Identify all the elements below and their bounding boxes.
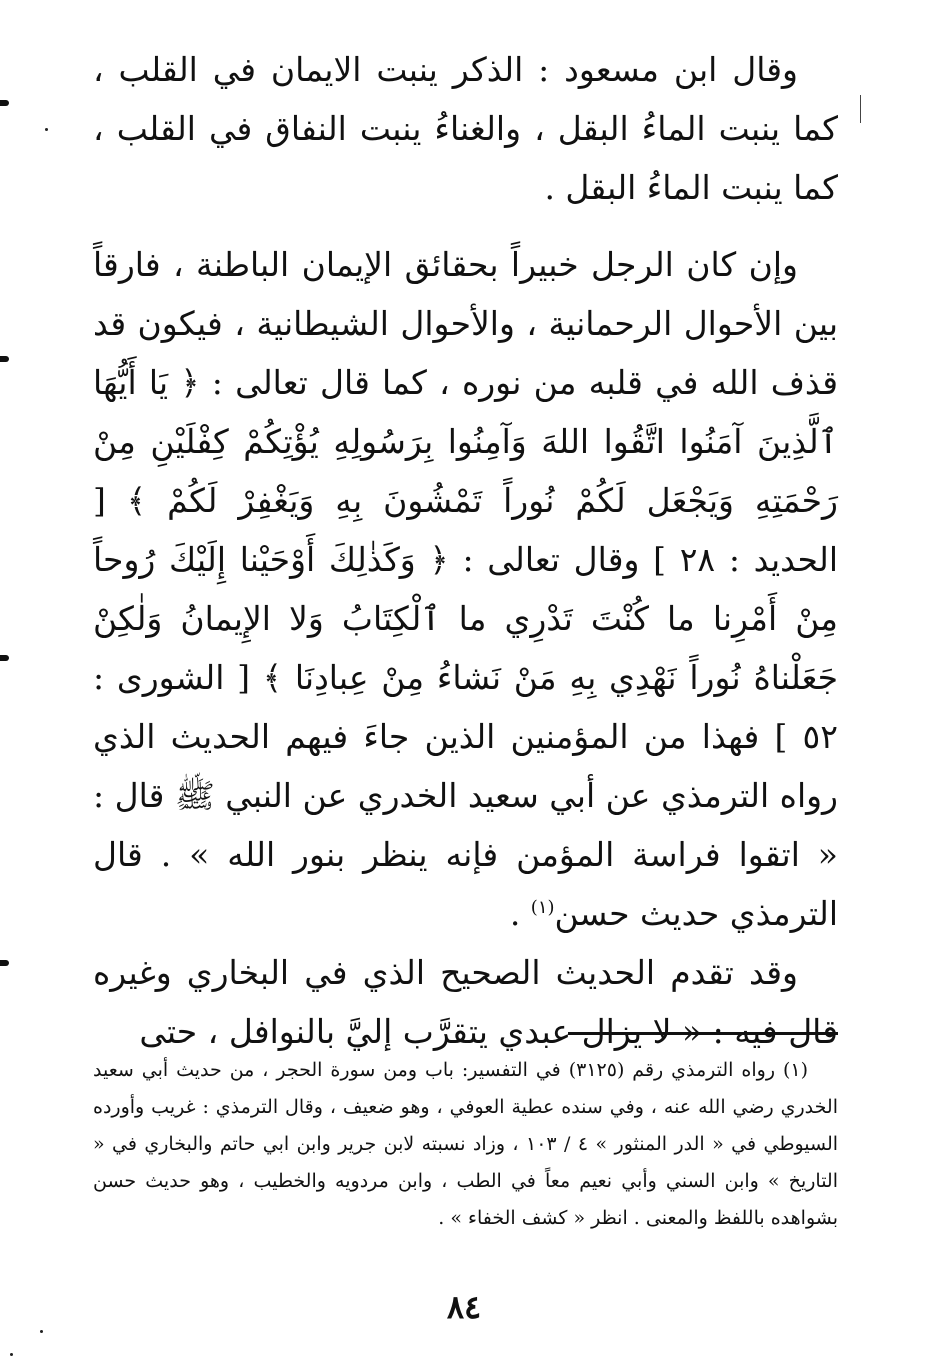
scan-edge-mark	[0, 356, 9, 362]
footnote-1: (١) رواه الترمذي رقم (٣١٢٥) في التفسير: باب ومن سورة الحجر ، من حديث أبي سعيد الخدري رضي الله عنه ، وفي سنده عطية العوفي ، وهو ضعيف ، وقال الترمذي : غريب وأورده السيوطي في « الدر المنثور » ٤ / ١٠٣ ، وزاد نسبته لابن جرير وابن ابي حاتم والبخاري في « التاريخ » وابن السني وأبي نعيم معاً في الطب ، وابن مردويه والخطيب ، وهو حديث حسن بشواهده باللفظ والمعنى . انظر « كشف الخفاء » .	[93, 1059, 839, 1229]
footnote-marker: (١)	[530, 897, 555, 918]
paragraph-1: وقال ابن مسعود : الذكر ينبت الايمان في القلب ، كما ينبت الماءُ البقل ، والغناءُ ينبت النفاق في القلب ، كما ينبت الماءُ البقل .	[93, 50, 838, 207]
scan-artifact-line	[860, 95, 861, 123]
main-text	[93, 40, 838, 1061]
footnotes	[93, 1052, 838, 1237]
scan-dust	[45, 128, 48, 131]
paragraph-3: وقد تقدم الحديث الصحيح الذي في البخاري وغيره قال فيه : « لا يزال عبدي يتقرَّب إليَّ بالنوافل ، حتى	[93, 953, 838, 1051]
paragraph-2-text: وإن كان الرجل خبيراً بحقائق الإيمان الباطنة ، فارقاً بين الأحوال الرحمانية ، والأحوال الشيطانية ، فيكون قد قذف الله في قلبه من نوره ، كما قال تعالى : ﴿ يَا أَيُّهَا ٱلَّذِينَ آمَنُوا اتَّقُوا اللهَ وَآمِنُوا بِرَسُولِهِ يُؤْتِكُمْ كِفْلَيْنِ مِنْ رَحْمَتِهِ وَيَجْعَل لَكُمْ نُوراً تَمْشُونَ بِهِ وَيَغْفِرْ لَكُمْ ﴾ [ الحديد : ٢٨ ] وقال تعالى : ﴿ وَكَذٰلِكَ أَوْحَيْنا إِلَيْكَ رُوحاً مِنْ أَمْرِنا ما كُنْتَ تَدْرِي ما ٱلْكِتَابُ وَلا الإِيمانُ وَلٰكِنْ جَعَلْناهُ نُوراً نَهْدِي بِهِ مَنْ نَشاءُ مِنْ عِبادِنَا ﴾ [ الشورى : ٥٢ ] فهذا من المؤمنين الذين جاءَ فيهم الحديث الذي رواه الترمذي عن أبي سعيد الخدري عن النبي ﷺ قال : « اتقوا فراسة المؤمن فإنه ينظر بنور الله » . قال الترمذي حديث حسن	[93, 245, 839, 933]
scan-dust	[10, 1353, 13, 1356]
scan-edge-mark	[0, 960, 9, 966]
paragraph-2	[93, 235, 838, 943]
scan-dust	[40, 1330, 43, 1333]
scan-edge-mark	[0, 655, 9, 661]
paragraph-2-end: .	[509, 894, 531, 933]
scan-edge-mark	[0, 100, 9, 106]
footnote-separator	[568, 1032, 838, 1035]
page-number: ٨٤	[446, 1288, 482, 1326]
